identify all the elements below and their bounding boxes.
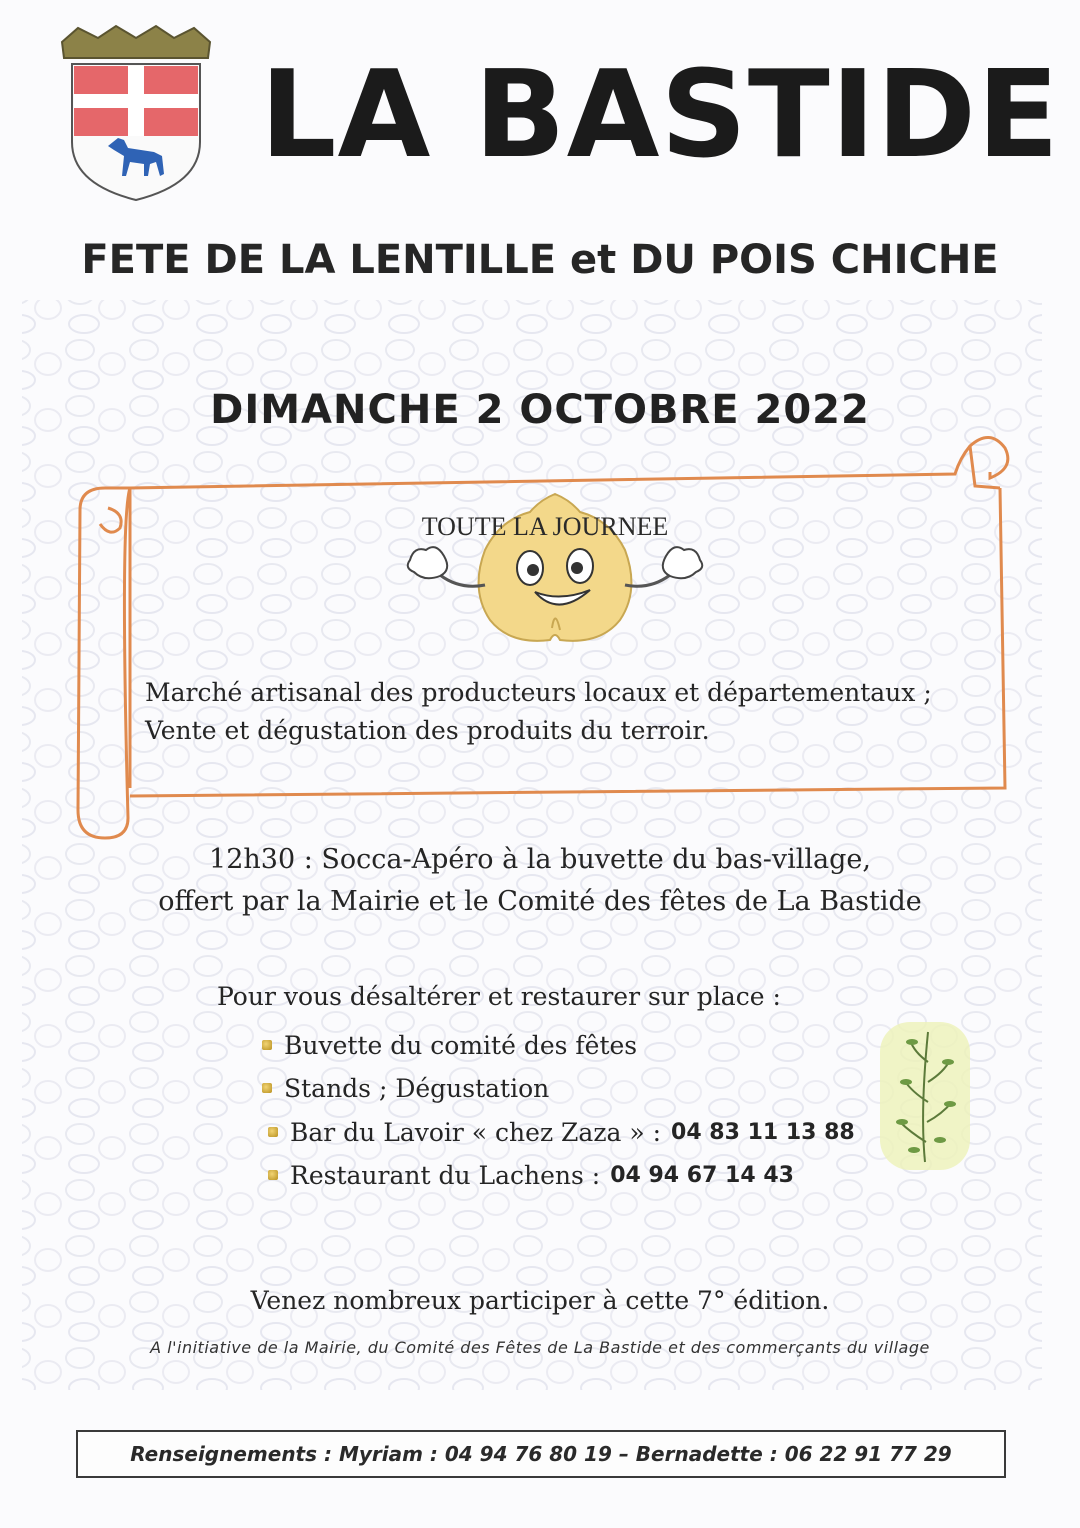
all-day-label: TOUTE LA JOURNEE — [421, 512, 669, 541]
list-item — [268, 1115, 855, 1149]
list-item — [268, 1158, 794, 1192]
list-item-label: Bar du Lavoir « chez Zaza » : — [290, 1117, 662, 1147]
aperitif-line2: offert par la Mairie et le Comité des fêtes de La Bastide — [158, 886, 922, 917]
event-date: DIMANCHE 2 OCTOBRE 2022 — [210, 387, 870, 433]
list-item — [262, 1071, 549, 1105]
phone-number: 04 83 11 13 88 — [671, 1119, 855, 1145]
coat-of-arms-icon — [58, 24, 214, 202]
list-item-label: Stands ; Dégustation — [284, 1073, 550, 1103]
initiative-credit: A l'initiative de la Mairie, du Comité des Fêtes de La Bastide et des commerçants du village — [150, 1338, 930, 1357]
market-description-line1: Marché artisanal des producteurs locaux et départementaux ; — [145, 678, 932, 707]
phone-number: 04 94 67 14 43 — [610, 1162, 794, 1188]
contact-info-box — [76, 1430, 1006, 1478]
aperitif-line1: 12h30 : Socca-Apéro à la buvette du bas-village, — [209, 844, 871, 875]
market-description-line2: Vente et dégustation des produits du terroir. — [145, 716, 710, 745]
list-item-label: Buvette du comité des fêtes — [284, 1030, 638, 1060]
contact-info-text: Renseignements : Myriam : 04 94 76 80 19 – Bernadette : 06 22 91 77 29 — [130, 1442, 952, 1466]
bullet-icon — [268, 1127, 278, 1137]
bullet-icon — [268, 1170, 278, 1180]
lentil-plant-icon — [880, 1022, 970, 1170]
refreshments-heading: Pour vous désaltérer et restaurer sur place : — [217, 982, 781, 1011]
bullet-icon — [262, 1040, 272, 1050]
list-item — [262, 1028, 637, 1062]
event-title: FETE DE LA LENTILLE et DU POIS CHICHE — [81, 237, 999, 283]
closing-message: Venez nombreux participer à cette 7° édition. — [250, 1286, 830, 1315]
list-item-label: Restaurant du Lachens : — [290, 1160, 601, 1190]
town-name: LA BASTIDE — [260, 46, 1060, 185]
bullet-icon — [262, 1083, 272, 1093]
